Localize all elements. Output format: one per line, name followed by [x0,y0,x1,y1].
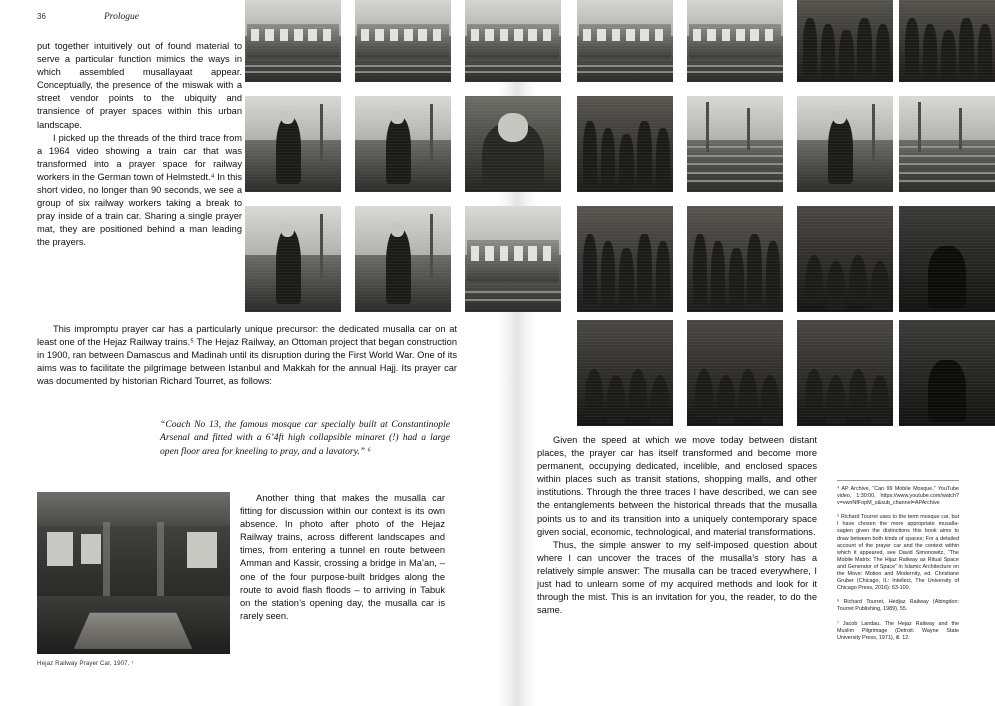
running-head: Prologue [104,12,140,22]
film-still [577,0,673,82]
paragraph-2: I picked up the threads of the third trace from a 1964 video showing a train car that was transformed into a prayer space for railway workers in the German town of Helmstedt.⁴ In this short video, no longer than 90 seconds, we see a group of six railway workers taking a break to pray inside of a train car. Sharing a single prayer mat, they are positioned behind a man leading the prayers. [37,132,242,248]
body-column-right [537,434,817,617]
film-still [899,206,995,312]
footnote-5: ⁵ Richard Tourret uses to the term mosque car, but I have chosen the more appropriate musalla-sagien given the distinctions this book aims to draw between both kinds of spaces; For a detailed account of the prayer car and the context within which it appeared, see David Simonowitz, “The Mobile Matrix: The Hijaz Railway as Ritual Space and Generator of Space” in Islamic Architecture on the Move: Motion and Modernity, ed. Christiane Gruber (Chicago, IL: Intellect, The University of Chicago Press, 2016): 63-100. [837,514,959,592]
film-still [577,320,673,426]
film-still [797,96,893,192]
body-column-bottom-right [240,492,445,623]
body-wide-paragraph [37,323,457,388]
film-still [245,96,341,192]
figure-hejaz-prayer-car [37,492,230,654]
film-still [899,96,995,192]
paragraph-3: This impromptu prayer car has a particularly unique precursor: the dedicated musalla car on at least one of the Hejaz Railway trains.⁵ The Hejaz Railway, an Ottoman project that began construction in 1900, ran between Damascus and Madinah until its disruption during the First World War. One of its aims was to facilitate the pilgrimage between Istanbul and Makkah for the annual Hajj. Its prayer car was documented by historian Richard Tourret, as follows: [37,324,457,387]
film-still [899,0,995,82]
film-still [687,96,783,192]
blockquote-text: “Coach No 13, the famous mosque car specially built at Constantinople Arsenal and fitted with a 6’4ft high collapsible minaret (!) had a large open floor area for kneeling to pray, and a lavatory.” ⁶ [160,419,450,457]
figure-image [37,492,230,654]
film-still [245,206,341,312]
film-still [355,96,451,192]
film-still [355,0,451,82]
page-number: 36 [37,12,46,21]
film-still [465,0,561,82]
film-still [899,320,995,426]
film-still [687,0,783,82]
footnotes [837,486,959,649]
film-still [245,0,341,82]
film-still [687,206,783,312]
film-still [797,206,893,312]
film-still [577,206,673,312]
notes-divider [837,480,959,481]
film-still [797,0,893,82]
film-still [797,320,893,426]
figure-caption: Hejaz Railway Prayer Car, 1907. ⁷ [37,660,134,667]
blockquote [160,418,450,458]
film-still [465,96,561,192]
paragraph-1: put together intuitively out of found material to serve a particular function mimics the ways in which assembled musallayaat appear. Conceptually, the presence of the miswak with a street vendor points to the ubiquity and transience of prayer spaces within this urban landscape. [37,41,242,130]
paragraph-5: Given the speed at which we move today between distant places, the prayer car has itself transformed and become more permanent, occupying dedicated, incelible, and enclosed spaces within places such as transit stations, shopping malls, and other institutions. Through the three traces I have described, we can see the entanglements between the historical threads that the musalla points us to and its transition into a uniquely contemporary space given social, economic, technological, and material transformations. [537,435,817,537]
film-still [465,206,561,312]
film-still [577,96,673,192]
paragraph-4: Another thing that makes the musalla car fitting for discussion within our context is its own absence. In photo after photo of the Hejaz Railway trains, across different landscapes and times, from entering a tunnel en route between Amman and Kassir, crossing a bridge in Ma’an, – one of the four purpose-built bridges along the route to avoid flash floods – to arriving in Tabuk on the station’s opening day, the musalla car is rarely seen. [240,493,445,621]
footnote-7: ⁷ Jacob Landau, The Hejaz Railway and the Muslim Pilgrimage (Detroit: Wayne State University Press, 1971), ill. 12. [837,620,959,641]
paragraph-6: Thus, the simple answer to my self-imposed question about where I can uncover the traces of the musalla’s story has a relatively simple answer: The musalla can be traced everywhere, I just had to unlearn some of my acquired methods and look for it through the mist. This is an invitation for you, the reader, to do the same. [537,539,817,616]
footnote-6: ⁶ Richard Tourret, Hedjaz Railway (Abingdon: Tourret Publishing, 1989), 55. [837,599,959,613]
film-still [687,320,783,426]
footnote-4: ⁴ AP Archive, “Can 99 Mobile Mosque,” YouTube video, 1:30:00, https://www.youtube.com/watch?v=vwnNfFopM_o&sub_channel=APArchive [837,486,959,507]
film-still [355,206,451,312]
body-column-left [37,40,242,250]
